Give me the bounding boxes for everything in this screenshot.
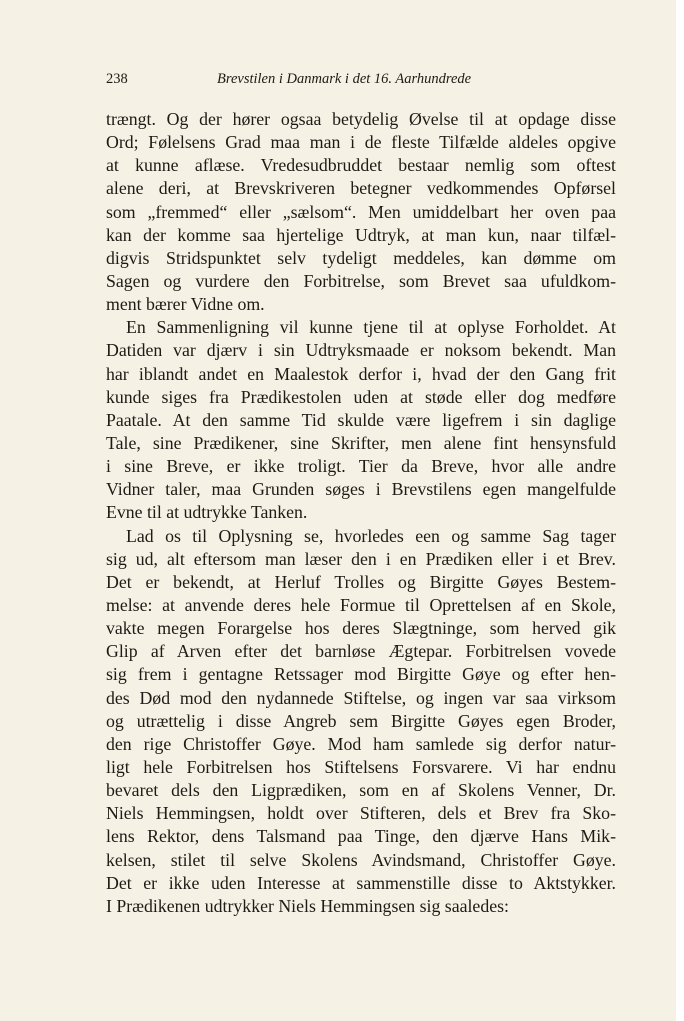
text-line: Niels Hemmingsen, holdt over Stifteren, dels et Brev fra Sko- <box>106 803 616 824</box>
text-line: Datiden var djærv i sin Udtryksmaade er noksom bekendt. Man <box>106 340 616 361</box>
text-line: Evne til at udtrykke Tanken. <box>106 502 308 523</box>
text-line: ligt hele Forbitrelsen hos Stiftelsens Forsvarere. Vi har endnu <box>106 756 616 777</box>
text-line: Glip af Arven efter det barnløse Ægtepar. Forbitrelsen vovede <box>106 641 616 662</box>
text-line: at kunne aflæse. Vredesudbruddet bestaar nemlig som oftest <box>106 155 616 176</box>
text-line: Det er bekendt, at Herluf Trolles og Birgitte Gøyes Bestem- <box>106 571 616 592</box>
text-line: sig frem i gentagne Retssager mod Birgitte Gøye og efter hen- <box>106 664 616 685</box>
text-line: og utrættelig i disse Angreb sem Birgitte Gøyes egen Broder, <box>106 710 616 731</box>
text-line: kan der komme saa hjertelige Udtryk, at man kun, naar tilfæl- <box>106 224 616 245</box>
text-line: bevaret dels den Ligprædiken, som en af Skolens Venner, Dr. <box>106 780 616 801</box>
text-line: sig ud, alt eftersom man læser den i en Prædiken eller i et Brev. <box>106 548 616 569</box>
page-number: 238 <box>106 71 128 87</box>
running-title: Brevstilen i Danmark i det 16. Aarhundrede <box>217 71 472 87</box>
paragraph <box>106 108 616 316</box>
page-header <box>106 69 616 89</box>
text-line: kelsen, stilet til selve Skolens Avindsmand, Christoffer Gøye. <box>106 849 616 870</box>
paragraph <box>106 525 616 918</box>
text-line: trængt. Og der hører ogsaa betydelig Øvelse til at opdage disse <box>106 109 616 129</box>
text-line: Vidner taler, maa Grunden søges i Brevstilens egen mangelfulde <box>106 479 616 500</box>
text-line: digvis Stridspunktet selv tydeligt meddeles, kan dømme om <box>106 247 616 268</box>
text-line: som „fremmed“ eller „sælsom“. Men umiddelbart her oven paa <box>106 201 616 222</box>
page-edge <box>676 0 684 1021</box>
text-line: i sine Breve, er ikke troligt. Tier da Breve, hvor alle andre <box>106 456 616 477</box>
text-line: kunde siges fra Prædikestolen uden at støde eller dog medføre <box>106 386 616 407</box>
text-line: Tale, sine Prædikener, sine Skrifter, men alene fint hensynsfuld <box>106 432 616 453</box>
paragraph <box>106 316 616 524</box>
text-line: I Prædikenen udtrykker Niels Hemmingsen sig saaledes: <box>106 895 509 916</box>
text-line: har iblandt andet en Maalestok derfor i, hvad der den Gang frit <box>106 363 616 384</box>
text-line: melse: at anvende deres hele Formue til Oprettelsen af en Skole, <box>106 594 616 615</box>
text-line: ment bærer Vidne om. <box>106 294 265 315</box>
text-line: vakte megen Forargelse hos deres Slægtninge, som herved gik <box>106 618 616 639</box>
text-line: Paatale. At den samme Tid skulde være ligefrem i sin daglige <box>106 409 616 430</box>
text-line: En Sammenligning vil kunne tjene til at oplyse Forholdet. At <box>126 317 616 338</box>
text-line: des Død mod den nydannede Stiftelse, og ingen var saa virksom <box>106 687 616 708</box>
text-line: Det er ikke uden Interesse at sammenstille disse to Aktstykker. <box>106 872 616 893</box>
text-line: alene deri, at Brevskriveren betegner vedkommendes Opførsel <box>106 178 616 199</box>
text-line: Sagen og vurdere den Forbitrelse, som Brevet saa ufuldkom- <box>106 270 616 291</box>
body-text <box>106 108 616 918</box>
text-line: lens Rektor, dens Talsmand paa Tinge, den djærve Hans Mik- <box>106 826 616 847</box>
text-line: den rige Christoffer Gøye. Mod ham samlede sig derfor natur- <box>106 733 616 754</box>
text-line: Ord; Følelsens Grad maa man i de fleste Tilfælde aldeles opgive <box>106 132 616 153</box>
text-line: Lad os til Oplysning se, hvorledes een og samme Sag tager <box>126 525 616 546</box>
